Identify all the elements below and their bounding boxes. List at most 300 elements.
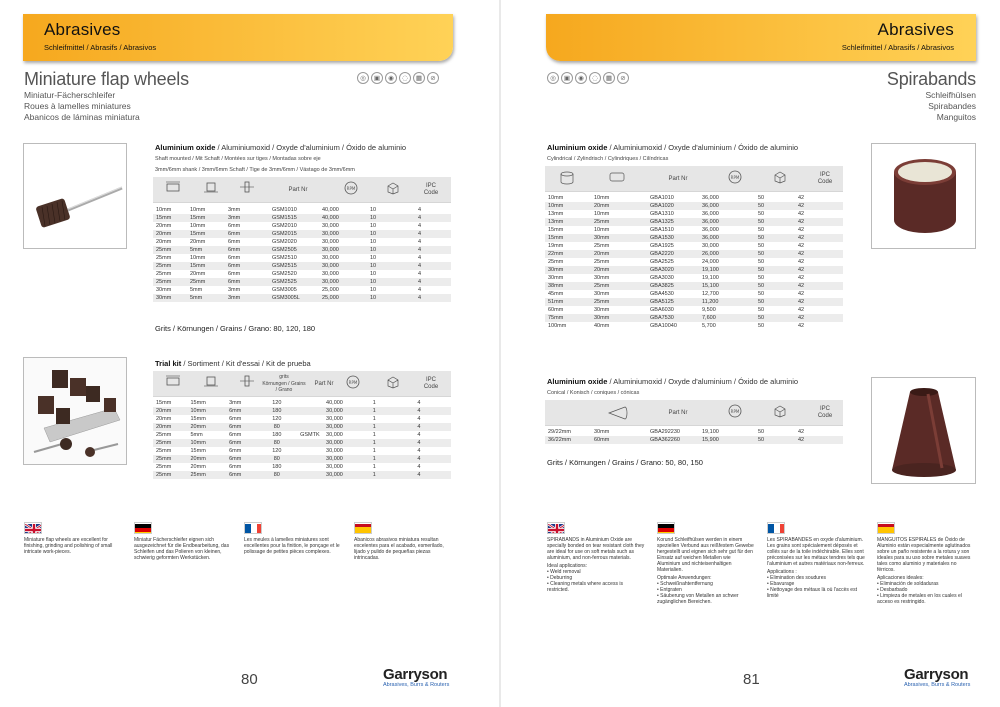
table-cell: 50 (758, 429, 765, 435)
svg-text:RPM: RPM (346, 186, 356, 191)
table-cell: 30,000 (326, 448, 343, 454)
table-cell: GBA10040 (650, 323, 677, 329)
flag-de-icon (657, 522, 675, 534)
table-cell: GBA1510 (650, 227, 674, 233)
grits-line: Grits / Körnungen / Grains / Grano: 80, 120, 180 (155, 324, 316, 333)
table-cell: GBA5125 (647, 298, 699, 306)
table-cell: 22mm (545, 250, 591, 258)
table-cell: 25mm (156, 448, 172, 454)
table-cell: GBA3020 (647, 266, 699, 274)
table-cell: 30,000 (319, 262, 367, 270)
table-cell: 10 (370, 223, 377, 229)
table-cell: GBA2220 (647, 250, 699, 258)
table-cell: 10 (370, 239, 377, 245)
table-cell: 4 (414, 439, 451, 447)
table-cell: 20mm (153, 423, 188, 431)
table-cell: 4 (414, 455, 451, 463)
spiraband-header (545, 166, 843, 192)
header-part-nr: Part Nr (288, 187, 308, 193)
trial-kit-header (153, 371, 451, 397)
table-cell: 4 (418, 207, 422, 213)
box-icon (773, 404, 787, 418)
table-cell: 1 (370, 423, 415, 431)
table-cell: 3mm (228, 287, 241, 293)
table-cell: GBA3825 (647, 282, 699, 290)
table-cell: 42 (798, 195, 805, 201)
table-cell (297, 447, 323, 455)
table-cell: 25mm (156, 271, 172, 277)
header-part-nr: Part Nr (668, 176, 688, 182)
table-cell: 20mm (156, 239, 172, 245)
table-cell: 20mm (188, 423, 227, 431)
language-text-de: Korund Schleifhülsen werden in einem speziellen Verbund aus reißfestem Gewebe hergestellt und eignen sich sehr gut für den Einsatz auf weichen Metallen wie Aluminium und nichteisenhaltigen Materialien. Optimale Anwendungen: • Schweißnahtentfernung • Entgraten • Säuberung von Metallen an schwer zugänglichen Bereichen. (657, 537, 754, 605)
table-cell: 6mm (229, 432, 242, 438)
page-title: Miniature flap wheels (24, 69, 189, 89)
page-subtitle-es: Abanicos de láminas miniatura (24, 112, 140, 122)
table-cell: 5mm (187, 246, 225, 254)
table-cell: GSM2510 (272, 255, 297, 261)
table-cell: 11,200 (699, 298, 755, 306)
left-banner (23, 14, 453, 61)
table-cell: 4 (417, 448, 421, 454)
table-cell: 4 (415, 214, 451, 222)
trial-kit-table (153, 399, 451, 479)
table-cell: 50 (758, 275, 765, 281)
table-cell: 6mm (226, 423, 256, 431)
table-cell: 30mm (594, 291, 610, 297)
table-cell: 12,700 (702, 291, 719, 297)
language-text-uk: SPIRABANDS in Aluminium Oxide are specially bonded on tear resistant cloth they are ideal for use on soft metals such as aluminium, and non-ferrous materials. Ideal applications: • Weld removal • Deburring • Cleaning metals where access is restricted. (547, 537, 645, 593)
table-cell: 42 (795, 282, 843, 290)
table-cell: 5,700 (702, 323, 716, 329)
table-cell: 50 (755, 202, 795, 210)
table-cell: GSM2515 (269, 262, 319, 270)
table-row (545, 226, 843, 234)
table-cell: GBA1925 (650, 243, 674, 249)
table-cell: 10 (367, 262, 415, 270)
table-row (153, 415, 451, 423)
flag-fr-icon (767, 522, 785, 534)
table-cell (297, 399, 323, 407)
table-cell: 42 (795, 234, 843, 242)
table-cell: 10mm (188, 407, 227, 415)
table-cell: 25mm (187, 278, 225, 286)
table-cell: 1 (370, 471, 415, 479)
table-cell: 30,000 (319, 230, 367, 238)
table-cell: 15mm (187, 214, 225, 222)
table-cell: 50 (758, 259, 765, 265)
section-title-trial-kit: Trial kit / Sortiment / Kit d'essai / Kit de prueba (155, 359, 311, 368)
table-cell: 1 (372, 464, 376, 470)
table-cell: 40,000 (319, 214, 367, 222)
table-cell: 40mm (594, 323, 610, 329)
table-cell: 5mm (190, 432, 203, 438)
wood-icon: ▦ (413, 72, 425, 84)
table-row (545, 258, 843, 266)
steel-icon: ▣ (561, 72, 573, 84)
table-row (153, 214, 451, 222)
trial-kit-photo (23, 357, 127, 465)
table-cell: 36,000 (702, 211, 719, 217)
table-row (545, 314, 843, 322)
flag-es-icon (354, 522, 372, 534)
table-row (153, 447, 451, 455)
table-header (153, 177, 451, 203)
table-cell: 25mm (548, 259, 564, 265)
table-cell: 20mm (190, 271, 206, 277)
table-row (153, 222, 451, 230)
table-cell (297, 471, 323, 479)
spiraband-table (545, 194, 843, 330)
table-cell: 6mm (229, 464, 242, 470)
table-cell: 4 (418, 223, 422, 229)
table-cell: 19,100 (699, 266, 755, 274)
table-cell: 3mm (228, 207, 241, 213)
table-cell: 20mm (591, 266, 647, 274)
rpm-icon (727, 170, 743, 184)
diameter-icon (165, 181, 181, 193)
table-cell: 30mm (545, 266, 591, 274)
shank-icon (239, 375, 255, 387)
table-cell: 42 (798, 227, 805, 233)
svg-text:RPM: RPM (730, 409, 740, 414)
table-cell: 15,900 (699, 436, 755, 444)
table-row (153, 407, 451, 415)
table-cell: 4 (414, 471, 451, 479)
table-row (545, 218, 843, 226)
table-cell: 10mm (190, 207, 206, 213)
table-cell: 4 (415, 294, 451, 302)
cylinder-icon (559, 171, 575, 185)
banner-title: Abrasives (44, 20, 121, 39)
table-cell: 9,500 (702, 307, 716, 313)
table-cell: 6mm (225, 262, 269, 270)
table-cell: 1 (372, 416, 376, 422)
table-cell: 25mm (591, 298, 647, 306)
table-cell (297, 423, 323, 431)
table-cell: 1 (372, 432, 376, 438)
table-row (153, 286, 451, 294)
table-cell: 13mm (545, 218, 591, 226)
table-cell: GBA4530 (650, 291, 674, 297)
table-cell: 180 (272, 432, 282, 438)
header-ipc-code: IPC Code (423, 183, 439, 196)
table-cell: 42 (795, 218, 843, 226)
table-cell: GSM3005L (269, 294, 319, 302)
table-cell (297, 455, 323, 463)
table-cell: 15mm (190, 400, 206, 406)
flag-de-icon (134, 522, 152, 534)
table-row (545, 194, 843, 202)
table-cell: 6mm (226, 455, 256, 463)
table-cell: GSMTK (300, 432, 320, 438)
table-cell: 7,600 (699, 314, 755, 322)
rpm-icon (727, 404, 743, 418)
wood-icon: ▦ (603, 72, 615, 84)
table-cell: 30mm (594, 429, 610, 435)
box-icon (773, 170, 787, 184)
garryson-logo: Garryson Abrasives, Burrs & Routers (383, 666, 450, 688)
flap-wheel-image (24, 144, 127, 249)
table-cell: 10mm (594, 227, 610, 233)
table-cell: GBA2525 (650, 259, 674, 265)
table-cell: 30,000 (326, 464, 343, 470)
table-cell: 50 (755, 298, 795, 306)
table-cell: 15mm (190, 416, 206, 422)
table-cell: 25mm (156, 464, 172, 470)
table-cell: 75mm (545, 314, 591, 322)
header-grits: grits Körnungen / Grains / Grano (262, 374, 306, 393)
section-shank: 3mm/6mm shank / 3mm/6mm Schaft / Tige de 3mm/6mm / Vástago de 3mm/6mm (155, 167, 355, 173)
table-cell: 10mm (548, 195, 564, 201)
alloy-icon: ◌ (399, 72, 411, 84)
steel-icon: ▣ (371, 72, 383, 84)
table-cell: 50 (755, 218, 795, 226)
table-cell: GBA362260 (647, 436, 699, 444)
table-row (545, 282, 843, 290)
table-row (153, 230, 451, 238)
table-row (545, 436, 843, 444)
table-cell: 10 (367, 278, 415, 286)
header-part-nr: Part Nr (314, 381, 334, 387)
page-subtitle-es: Manguitos (936, 112, 976, 122)
table-row (153, 439, 451, 447)
table-cell: 4 (414, 407, 451, 415)
table-cell: GSM2505 (269, 246, 319, 254)
table-cell: 19mm (548, 243, 564, 249)
table-cell: 25mm (153, 439, 188, 447)
table-cell: 36,000 (699, 218, 755, 226)
table-cell: 25mm (156, 255, 172, 261)
table-cell: 51mm (545, 298, 591, 306)
table-cell: GBA7530 (647, 314, 699, 322)
metal-icon: ◎ (357, 72, 369, 84)
section-title-aluminium-oxide: Aluminium oxide / Aluminiumoxid / Oxyde d'aluminium / Óxido de aluminio (155, 143, 407, 152)
table-cell: 15mm (153, 214, 187, 222)
table-cell: 6mm (226, 471, 256, 479)
stainless-icon: ◉ (575, 72, 587, 84)
table-cell: 10mm (188, 439, 227, 447)
language-text-de: Miniatur Fächerschleifer eignen sich ausgezeichnet für die Endbearbeitung, das Schleifen und das Polieren von kleinen, schwierig geformten Werkstücken. (134, 537, 230, 561)
table-cell: 20mm (591, 250, 647, 258)
table-cell: 20mm (190, 239, 206, 245)
table-cell: 6mm (229, 448, 242, 454)
banner-title: Abrasives (877, 20, 954, 39)
table-cell: 100mm (548, 323, 567, 329)
table-cell: 4 (417, 416, 421, 422)
language-text-es: Abanicos abrasivos miniatura resultan excelentes para el acabado, esmerilado, lijado y pulido de pequeñas piezas intrincadas. (354, 537, 444, 561)
table-cell: 80 (257, 471, 298, 479)
table-cell: 3mm (229, 400, 242, 406)
table-cell: 20mm (156, 416, 172, 422)
table-cell: 6mm (225, 230, 269, 238)
table-cell: GSM1010 (272, 207, 297, 213)
language-text-fr: Les SPIRABANDES en oxyde d'aluminium. Les grains sont spécialement déposés et collés sur de la toile indéchirable. Elles sont préconisées sur les métaux tendres tels que l'aluminium et autres matériaux non-ferreux. Applications : • Elimination des soudures • Ebavurage • Nettoyage des métaux là où l'accès est limité (767, 537, 865, 599)
table-cell: 10 (370, 255, 377, 261)
header-ipc-code: IPC Code (423, 377, 439, 390)
table-cell: 15mm (548, 227, 564, 233)
table-cell: 10mm (594, 211, 610, 217)
table-row (153, 270, 451, 278)
table-cell: GSM2020 (272, 239, 297, 245)
table-row (545, 242, 843, 250)
header-ipc-code: IPC Code (817, 172, 833, 185)
table-cell (297, 439, 323, 447)
table-cell: 15mm (545, 234, 591, 242)
table-cell: 4 (415, 246, 451, 254)
table-cell: 180 (272, 464, 282, 470)
table-cell: 6mm (228, 271, 241, 277)
shank-icon (239, 181, 255, 193)
section-description: Shaft mounted / Mit Schaft / Montées sur tiges / Montadas sobre eje (155, 156, 321, 162)
table-cell: GBA1020 (647, 202, 699, 210)
table-cell: 10mm (545, 202, 591, 210)
section-title-conical: Aluminium oxide / Aluminiumoxid / Oxyde d'aluminium / Óxido de aluminio (547, 377, 799, 386)
table-cell: 15mm (190, 448, 206, 454)
table-cell: GBA1325 (647, 218, 699, 226)
table-cell: 42 (798, 291, 805, 297)
table-cell: 4 (418, 271, 422, 277)
table-cell: 20mm (156, 223, 172, 229)
table-cell: 30mm (548, 275, 564, 281)
spiraband-image (872, 144, 976, 249)
table-cell: 26,000 (699, 250, 755, 258)
flag-uk-icon (547, 522, 565, 534)
table-cell: 42 (795, 266, 843, 274)
table-cell: 25mm (188, 471, 227, 479)
box-icon (386, 181, 400, 195)
table-cell: 50 (758, 227, 765, 233)
table-row (545, 274, 843, 282)
table-cell: 120 (272, 400, 282, 406)
table-cell: 30mm (594, 275, 610, 281)
table-cell: 4 (417, 464, 421, 470)
table-cell: GBA3030 (650, 275, 674, 281)
table-cell: 36,000 (702, 227, 719, 233)
table-cell: 36/22mm (545, 436, 591, 444)
table-cell: 30,000 (319, 246, 367, 254)
table-cell: 42 (798, 275, 805, 281)
table-cell: 10mm (190, 255, 206, 261)
table-cell: 30,000 (322, 239, 339, 245)
flag-uk-icon (24, 522, 42, 534)
table-cell: 42 (795, 202, 843, 210)
table-cell: 10mm (156, 207, 172, 213)
table-cell: 50 (758, 323, 765, 329)
flag-es-icon (877, 522, 895, 534)
table-cell: 30mm (591, 314, 647, 322)
table-row (545, 202, 843, 210)
flag-fr-icon (244, 522, 262, 534)
table-cell: GSM2015 (269, 230, 319, 238)
plastic-icon: ⊘ (427, 72, 439, 84)
table-cell: 42 (798, 307, 805, 313)
stainless-icon: ◉ (385, 72, 397, 84)
table-cell: 10mm (594, 195, 610, 201)
svg-text:RPM: RPM (348, 380, 358, 385)
section-description: Cylindrical / Zylindrisch / Cylindriques / Cilíndricas (547, 156, 669, 162)
table-cell: 1 (372, 400, 376, 406)
table-cell: 30,000 (322, 223, 339, 229)
table-cell: 19,100 (702, 429, 719, 435)
table-cell: 1 (370, 439, 415, 447)
table-cell: GSM2525 (269, 278, 319, 286)
plastic-icon: ⊘ (617, 72, 629, 84)
page-subtitle-de: Miniatur-Fächerschleifer (24, 90, 116, 100)
table-cell: 15mm (156, 400, 172, 406)
table-cell: GBA1530 (647, 234, 699, 242)
table-cell: 50 (755, 266, 795, 274)
rpm-icon (343, 181, 359, 195)
table-row (545, 306, 843, 314)
header-ipc-code: IPC Code (817, 406, 833, 419)
table-cell: 6mm (228, 239, 241, 245)
conical-header (545, 400, 843, 426)
table-cell: GBA1010 (650, 195, 674, 201)
table-cell: 40,000 (326, 400, 343, 406)
table-cell: 4 (418, 287, 422, 293)
table-cell: 50 (758, 291, 765, 297)
table-cell: 50 (755, 234, 795, 242)
table-row (153, 431, 451, 439)
table-cell: 30,000 (319, 278, 367, 286)
table-cell: 50 (758, 195, 765, 201)
table-cell: 25mm (594, 259, 610, 265)
table-cell: 50 (758, 211, 765, 217)
table-cell: 50 (755, 250, 795, 258)
table-cell: 6mm (226, 407, 256, 415)
table-row (153, 294, 451, 302)
table-cell: 3mm (225, 294, 269, 302)
table-cell: 25mm (153, 455, 188, 463)
width-icon (203, 375, 219, 387)
language-text-fr: Les meules à lamelles miniatures sont excellentes pour la finition, le ponçage et le polissage de petites pièces complexes. (244, 537, 340, 555)
table-cell: 15,100 (699, 282, 755, 290)
table-cell: 25mm (591, 282, 647, 290)
spiraband-photo (871, 143, 976, 249)
flap-wheel-photo (23, 143, 127, 249)
table-cell: 5mm (190, 287, 203, 293)
language-text-uk: Miniature flap wheels are excellent for finishing, grinding and polishing of small intricate work-pieces. (24, 537, 113, 555)
table-row (545, 428, 843, 436)
table-cell: 50 (758, 243, 765, 249)
banner-subtitle: Schleifmittel / Abrasifs / Abrasivos (841, 43, 954, 52)
table-cell: GSM2010 (272, 223, 297, 229)
table-cell: 4 (418, 239, 422, 245)
table-cell: 20mm (188, 455, 227, 463)
table-cell: 80 (257, 455, 298, 463)
table-cell: 6mm (228, 223, 241, 229)
table-cell: 25mm (591, 218, 647, 226)
page-subtitle-fr: Roues à lamelles miniatures (24, 101, 131, 111)
table-cell: 10 (370, 271, 377, 277)
table-cell: 19,100 (702, 275, 719, 281)
table-cell: 25mm (153, 471, 188, 479)
table-cell: 40,000 (322, 207, 339, 213)
table-cell: 120 (272, 416, 282, 422)
table-cell: 15mm (187, 230, 225, 238)
application-icons (547, 72, 629, 84)
table-cell: 80 (257, 439, 298, 447)
table-cell: 20mm (153, 230, 187, 238)
header-part-nr: Part Nr (668, 410, 688, 416)
table-cell: 30mm (156, 287, 172, 293)
box-icon (386, 375, 400, 389)
table-cell: 20mm (153, 407, 188, 415)
table-cell: 29/22mm (548, 429, 571, 435)
table-cell: 30,000 (322, 255, 339, 261)
rpm-icon (345, 375, 361, 389)
